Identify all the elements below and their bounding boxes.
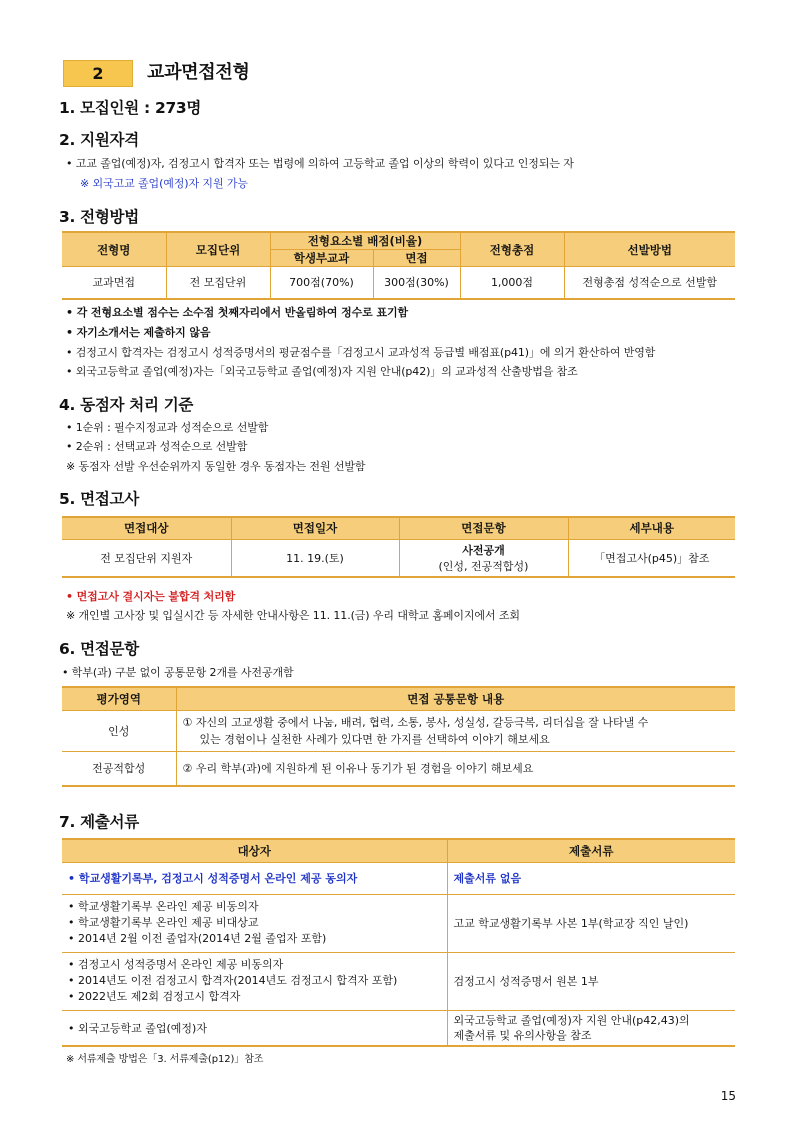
cell-question-2: ② 우리 학부(과)에 지원하게 된 이유나 동기가 된 경험을 이야기 해보세요 — [176, 751, 735, 786]
tie-rule-note: ※ 동점자 선발 우선순위까지 동일한 경우 동점자는 전원 선발함 — [66, 460, 366, 473]
cell-detail: 「면접고사(p45)」참조 — [568, 539, 735, 577]
list-item: • 검정고시 성적증명서 온라인 제공 비동의자 — [68, 958, 284, 971]
table-row — [62, 894, 735, 952]
cell-area-personality: 인성 — [62, 710, 176, 751]
list-item: • 2014년 2월 이전 졸업자(2014년 2월 졸업자 포함) — [68, 932, 327, 945]
header-doc-target: 대상자 — [62, 839, 447, 862]
header-detail: 세부내용 — [568, 517, 735, 539]
cell-docs-school-record: 고교 학교생활기록부 사본 1부(학교장 직인 날인) — [447, 894, 735, 952]
cell-school: 700점(70%) — [270, 267, 373, 299]
question-areas: (인성, 전공적합성) — [438, 559, 529, 573]
cell-docs-none: 제출서류 없음 — [447, 862, 735, 894]
section-5-title: 5. 면접고사 — [59, 490, 139, 508]
docs-foreign-line-1: 외국고등학교 졸업(예정)자 지원 안내(p42,43)의 — [453, 1013, 690, 1027]
header-type: 전형명 — [62, 232, 166, 267]
page-title: 교과면접전형 — [147, 62, 250, 83]
cell-target-consent: • 학교생활기록부, 검정고시 성적증명서 온라인 제공 동의자 — [62, 862, 447, 894]
table-row — [62, 710, 735, 751]
header-content: 면접 공통문항 내용 — [176, 687, 735, 710]
note-no-essay: • 자기소개서는 제출하지 않음 — [66, 326, 211, 339]
cell-interview: 300점(30%) — [373, 267, 460, 299]
selection-method-table — [62, 231, 735, 300]
header-question: 면접문항 — [399, 517, 568, 539]
section-7-title: 7. 제출서류 — [59, 813, 139, 831]
table-row — [62, 862, 735, 894]
list-item: • 학교생활기록부 온라인 제공 비대상교 — [68, 916, 259, 929]
header-target: 면접대상 — [62, 517, 231, 539]
cell-total: 1,000점 — [460, 267, 564, 299]
tie-rule-1: • 1순위 : 필수지정교과 성적순으로 선발함 — [66, 421, 269, 434]
foreign-school-note: ※ 외국고교 졸업(예정)자 지원 가능 — [80, 177, 248, 190]
eligibility-line: • 고교 졸업(예정)자, 검정고시 합격자 또는 법령에 의하여 고등학교 졸업 이상의 학력이 있다고 인정되는 자 — [66, 157, 574, 170]
table-row — [62, 539, 735, 577]
tie-rule-2: • 2순위 : 선택교과 성적순으로 선발함 — [66, 440, 248, 453]
cell-docs-foreign — [447, 1010, 735, 1046]
table-row — [62, 1010, 735, 1046]
header-date: 면접일자 — [231, 517, 399, 539]
interview-table — [62, 516, 735, 578]
cell-docs-ged: 검정고시 성적증명서 원본 1부 — [447, 952, 735, 1010]
cell-unit: 전 모집단위 — [166, 267, 270, 299]
header-total: 전형총점 — [460, 232, 564, 267]
table-row — [62, 952, 735, 1010]
page-number: 15 — [720, 1089, 736, 1103]
header-unit: 모집단위 — [166, 232, 270, 267]
header-interview: 면접 — [373, 250, 460, 267]
cell-type: 교과면접 — [62, 267, 166, 299]
table-row — [62, 267, 735, 299]
section-3-title: 3. 전형방법 — [59, 208, 139, 226]
section-1-title: 1. 모집인원 : 273명 — [59, 99, 202, 117]
list-item: • 학교생활기록부 온라인 제공 비동의자 — [68, 900, 259, 913]
section-4-title: 4. 동점자 처리 기준 — [59, 396, 194, 414]
list-item: • 2014년도 이전 검정고시 합격자(2014년도 검정고시 합격자 포함) — [68, 974, 398, 987]
header-school-record: 학생부교과 — [270, 250, 373, 267]
documents-table — [62, 838, 735, 1047]
cell-target-foreign: • 외국고등학교 졸업(예정)자 — [62, 1010, 447, 1046]
header-docs: 제출서류 — [447, 839, 735, 862]
cell-question-1 — [176, 710, 735, 751]
question-public: 사전공개 — [462, 543, 505, 557]
interview-questions-table — [62, 686, 735, 787]
cell-target: 전 모집단위 지원자 — [62, 539, 231, 577]
list-item: • 2022년도 제2회 검정고시 합격자 — [68, 990, 241, 1003]
cell-question — [399, 539, 568, 577]
header-selection: 선발방법 — [564, 232, 735, 267]
header-area: 평가영역 — [62, 687, 176, 710]
question-1-line-1: ① 자신의 고교생활 중에서 나눔, 배려, 협력, 소통, 봉사, 성실성, 갈등극복, 리더십을 잘 나타낼 수 — [182, 715, 649, 729]
common-questions-note: • 학부(과) 구분 없이 공통문항 2개를 사전공개함 — [62, 666, 294, 679]
cell-area-major: 전공적합성 — [62, 751, 176, 786]
cell-date: 11. 19.(토) — [231, 539, 399, 577]
note-rounding: • 각 전형요소별 점수는 소수점 첫째자리에서 반올림하여 정수로 표기함 — [66, 306, 409, 319]
section-number-badge: 2 — [63, 60, 133, 87]
docs-foreign-line-2: 제출서류 및 유의사항을 참조 — [453, 1028, 592, 1042]
cell-target-school-record — [62, 894, 447, 952]
table-row — [62, 751, 735, 786]
section-6-title: 6. 면접문항 — [59, 640, 139, 658]
header-element-score: 전형요소별 배점(비율) — [270, 232, 460, 250]
cell-selection: 전형총점 성적순으로 선발함 — [564, 267, 735, 299]
question-1-line-2: 있는 경험이나 실천한 사례가 있다면 한 가지를 선택하여 이야기 해보세요 — [199, 732, 550, 746]
note-foreign: • 외국고등학교 졸업(예정)자는「외국고등학교 졸업(예정)자 지원 안내(p42)」의 교과성적 산출방법을 참조 — [66, 365, 578, 378]
exam-room-note: ※ 개인별 고사장 및 입실시간 등 자세한 안내사항은 11. 11.(금) 우리 대학교 홈페이지에서 조회 — [66, 609, 520, 622]
section-2-title: 2. 지원자격 — [59, 131, 139, 149]
cell-target-ged — [62, 952, 447, 1010]
absence-note: • 면접고사 결시자는 불합격 처리함 — [66, 590, 236, 603]
note-ged: • 검정고시 합격자는 검정고시 성적증명서의 평균점수를「검정고시 교과성적 등급별 배점표(p41)」에 의거 환산하여 반영함 — [66, 346, 656, 359]
submission-footnote: ※ 서류제출 방법은「3. 서류제출(p12)」참조 — [66, 1054, 264, 1065]
